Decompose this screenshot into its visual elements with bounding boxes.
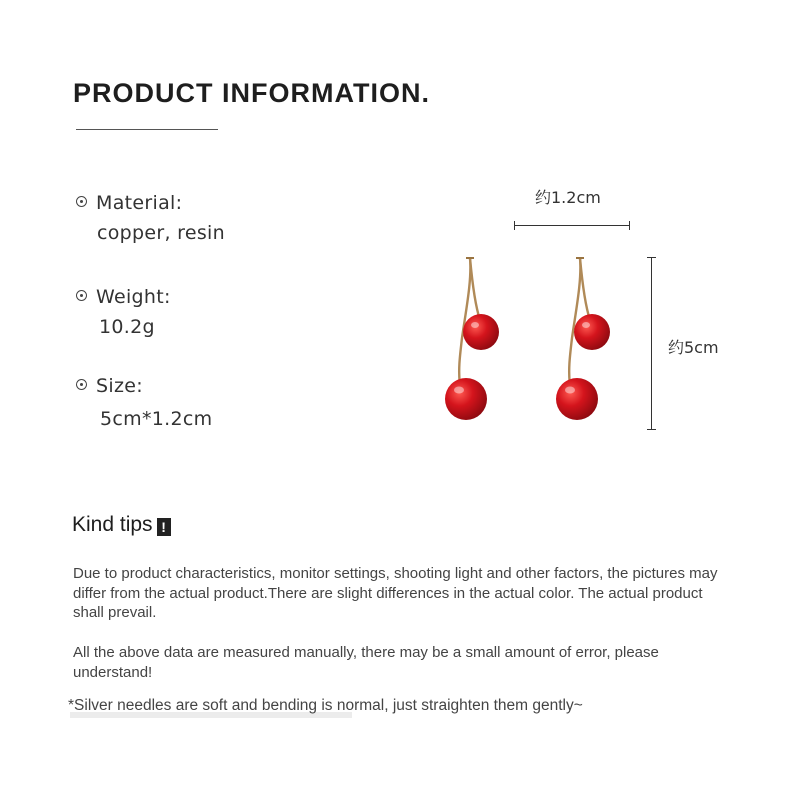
spec-material bbox=[76, 192, 225, 244]
page-title: PRODUCT INFORMATION. bbox=[73, 78, 430, 108]
spec-value: 5cm*1.2cm bbox=[100, 408, 213, 430]
height-dimension-label: 约5cm bbox=[668, 338, 719, 357]
spec-size bbox=[76, 375, 212, 430]
bullet-icon bbox=[76, 290, 87, 301]
width-dimension-label: 约1.2cm bbox=[535, 188, 601, 207]
cherry-earrings-image bbox=[430, 250, 630, 430]
spec-label: Material: bbox=[96, 192, 183, 214]
title-divider bbox=[76, 129, 218, 130]
spec-value: 10.2g bbox=[99, 316, 155, 338]
spec-weight bbox=[76, 286, 171, 338]
cherry-icon bbox=[574, 314, 610, 350]
kind-tips-heading bbox=[72, 513, 171, 537]
width-dimension-line bbox=[514, 225, 630, 226]
measurement-paragraph: All the above data are measured manually, there may be a small amount of error, please understand! bbox=[73, 644, 659, 681]
width-dimension-tick-right bbox=[629, 221, 630, 230]
kind-tips-title: Kind tips bbox=[72, 513, 153, 536]
cherry-icon bbox=[556, 378, 598, 420]
height-dimension-tick-top bbox=[647, 257, 656, 258]
right-earring bbox=[556, 258, 610, 420]
width-dimension-tick-left bbox=[514, 221, 515, 230]
exclamation-icon: ! bbox=[157, 518, 171, 536]
cherry-icon bbox=[445, 378, 487, 420]
left-earring bbox=[445, 258, 499, 420]
bullet-icon bbox=[76, 196, 87, 207]
disclaimer-paragraph: Due to product characteristics, monitor settings, shooting light and other factors, the pictures may differ from the actual product.There are slight differences in the actual color. The actual product shall prevail. bbox=[73, 565, 718, 621]
height-dimension-line bbox=[651, 257, 652, 429]
bullet-icon bbox=[76, 379, 87, 390]
needle-note: *Silver needles are soft and bending is normal, just straighten them gently~ bbox=[68, 697, 583, 714]
height-dimension-tick-bottom bbox=[647, 429, 656, 430]
spec-value: copper, resin bbox=[97, 222, 225, 244]
cherry-icon bbox=[463, 314, 499, 350]
spec-label: Weight: bbox=[96, 286, 171, 308]
spec-label: Size: bbox=[96, 375, 143, 397]
